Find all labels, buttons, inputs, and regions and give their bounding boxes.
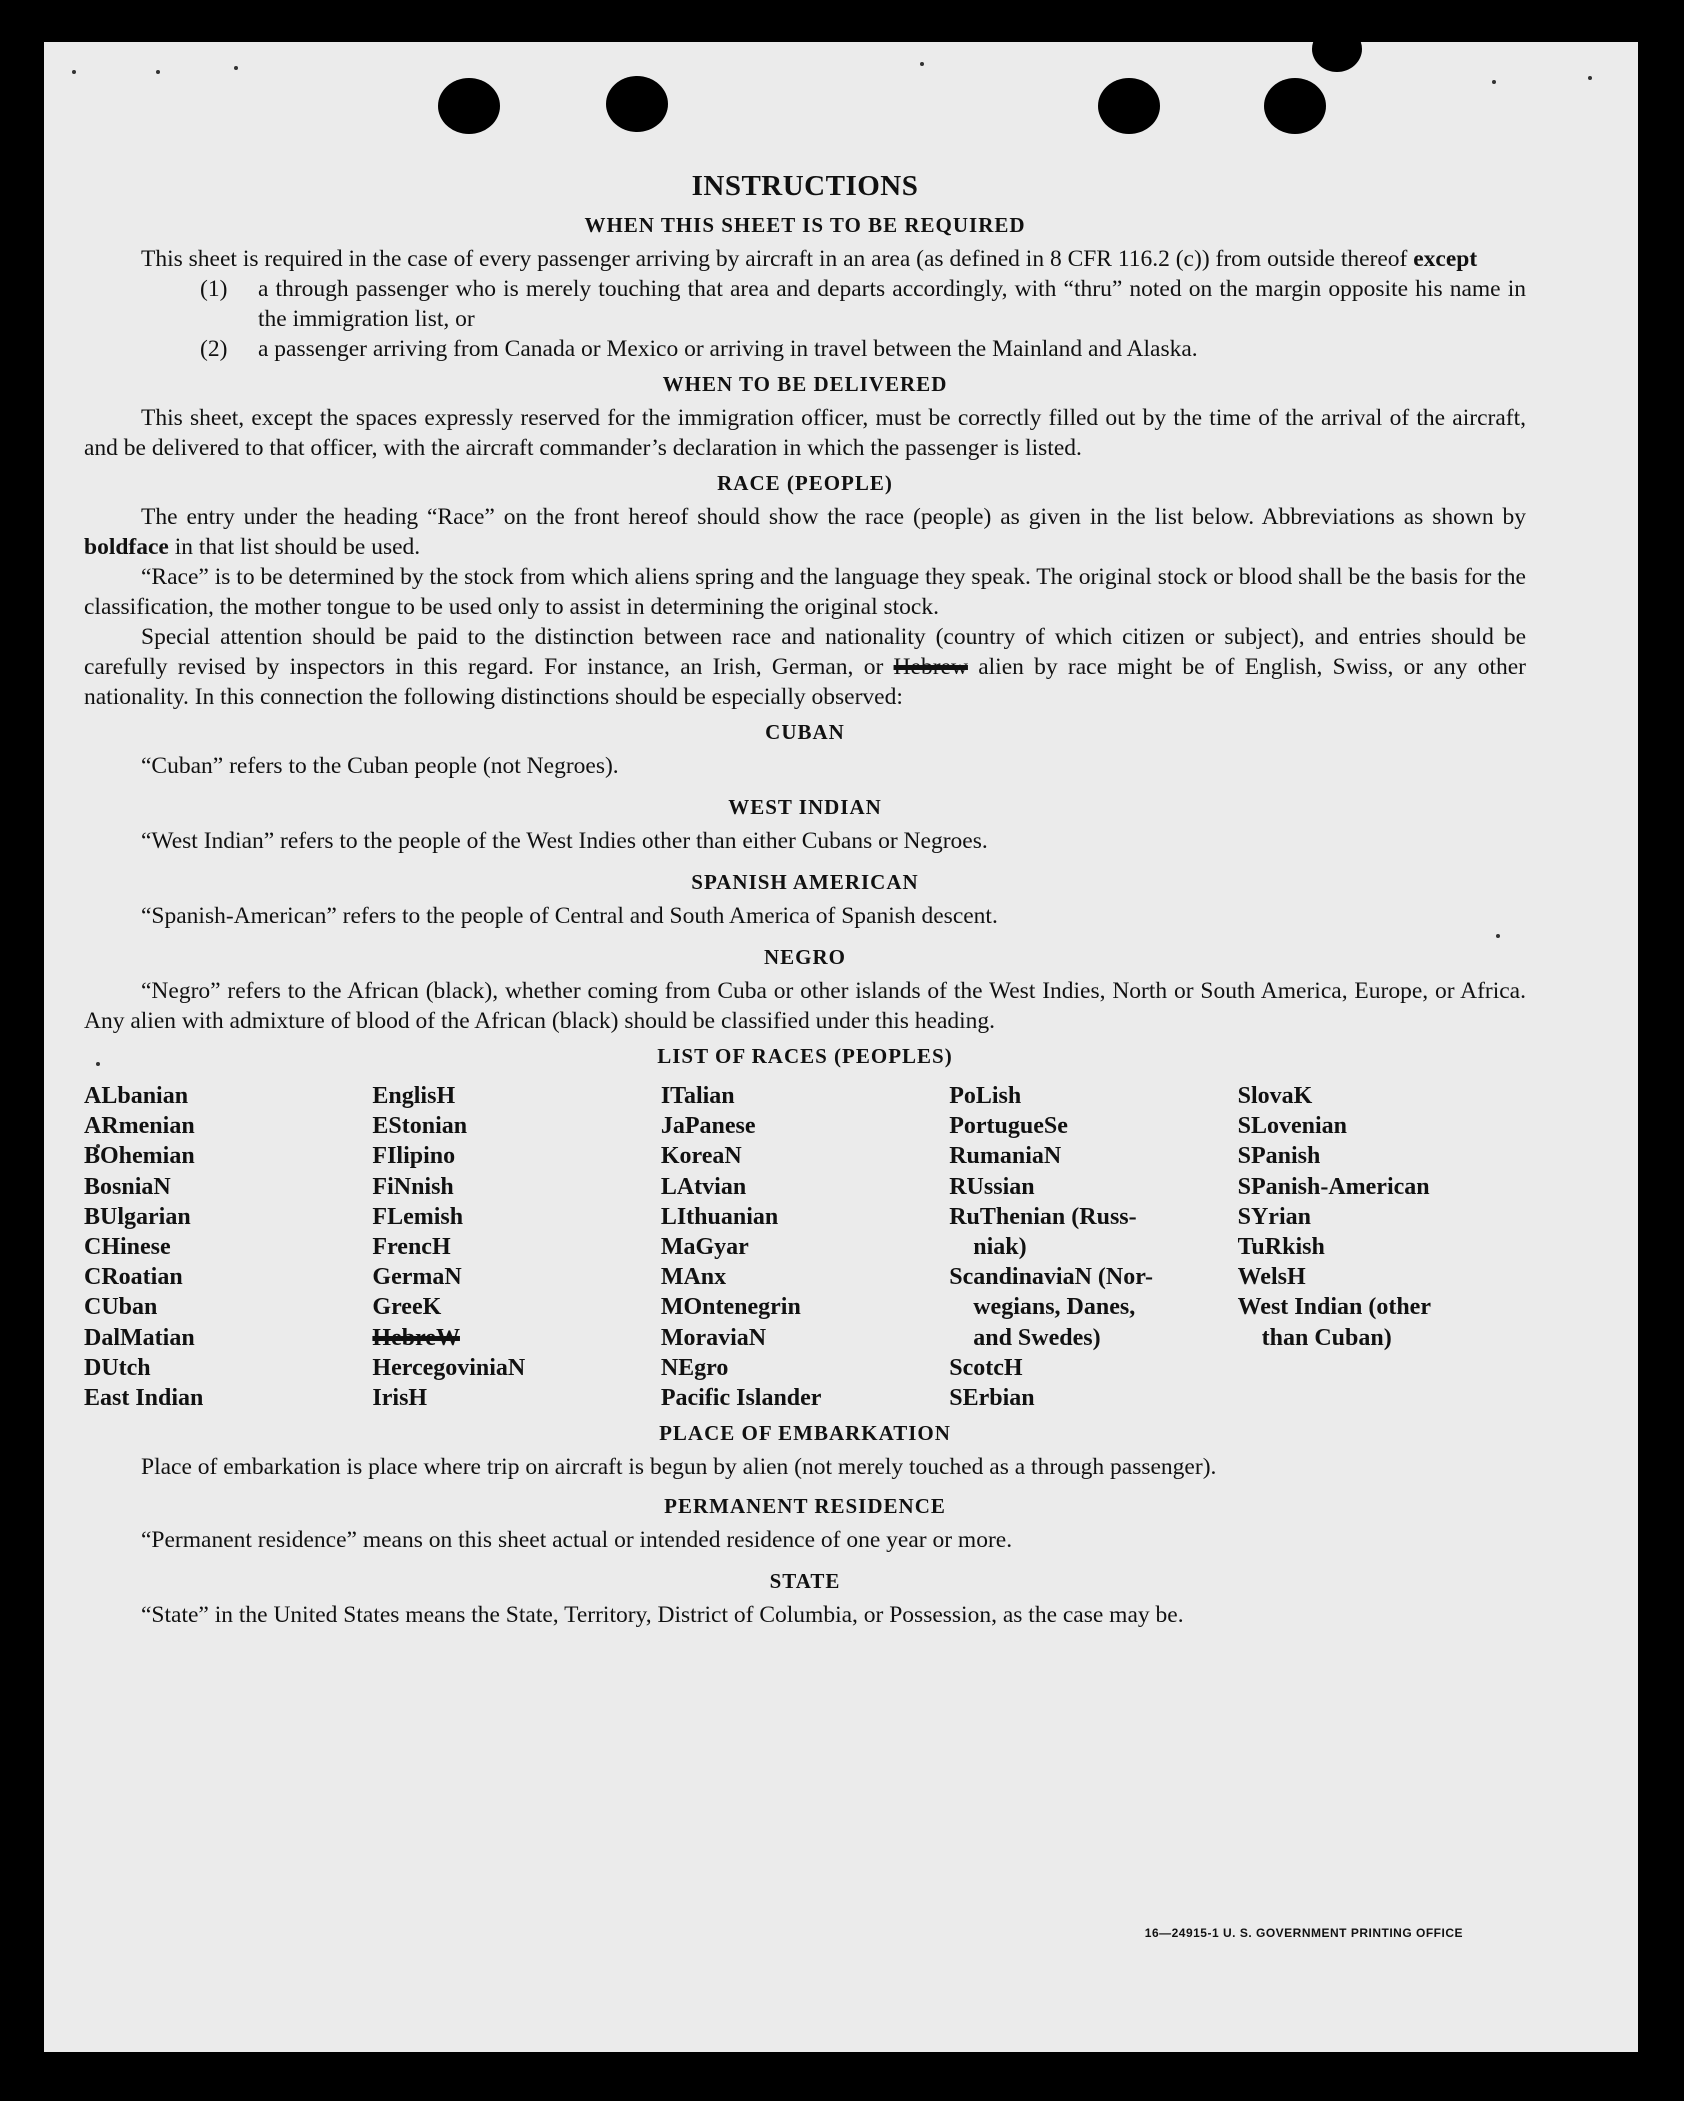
paragraph-text: This sheet is required in the case of every passenger arriving by aircraft in an area (as defined in 8 CFR 116.2 (c)) from outside thereof — [141, 246, 1414, 272]
speck — [156, 70, 160, 74]
race-entry: and Swedes) — [973, 1324, 1101, 1351]
race-entry: GermaN — [372, 1264, 462, 1291]
section-heading: PLACE OF EMBARKATION — [659, 1421, 951, 1446]
punch-hole — [1264, 78, 1326, 134]
race-entry: BosniaN — [84, 1173, 171, 1200]
race-entry: LIthuanian — [660, 1203, 779, 1230]
section-heading: LIST OF RACES (PEOPLES) — [657, 1044, 953, 1068]
paragraph: “Spanish-American” refers to the people of Central and South America of Spanish descent. — [141, 903, 998, 929]
race-entry: ITalian — [660, 1083, 735, 1109]
struck-word: Hebrew — [893, 654, 968, 680]
section-heading: WHEN TO BE DELIVERED — [662, 372, 948, 396]
race-entry: Pacific Islander — [660, 1385, 822, 1412]
punch-hole — [1098, 78, 1160, 134]
race-entry: MOntenegrin — [660, 1294, 801, 1321]
race-column — [372, 1081, 660, 1413]
race-column — [84, 1081, 372, 1413]
race-entry: HercegoviniaN — [372, 1354, 526, 1381]
race-entry: West Indian (other — [1237, 1294, 1431, 1321]
item-number: (1) — [200, 276, 228, 302]
race-entry: TuRkish — [1237, 1234, 1325, 1261]
race-entry: GreeK — [372, 1294, 442, 1321]
item-number: (2) — [200, 336, 228, 362]
section-heading: WHEN THIS SHEET IS TO BE REQUIRED — [584, 213, 1026, 237]
section-heading: SPANISH AMERICAN — [691, 870, 919, 894]
race-entry: ALbanian — [84, 1083, 189, 1109]
race-entry: BOhemian — [84, 1143, 195, 1170]
race-entry: IrisH — [372, 1385, 428, 1412]
race-entry: RumaniaN — [949, 1143, 1062, 1170]
race-entry: FrencH — [372, 1234, 451, 1261]
race-entry: than Cuban) — [1261, 1324, 1392, 1351]
instructions-content — [84, 170, 1526, 1630]
speck — [72, 70, 76, 74]
race-entry: SPanish-American — [1237, 1173, 1430, 1200]
speck — [234, 66, 238, 70]
section-heading: PERMANENT RESIDENCE — [664, 1494, 946, 1519]
race-column — [1238, 1081, 1526, 1413]
race-entry: WelsH — [1237, 1264, 1306, 1291]
race-entry: FLemish — [372, 1203, 464, 1230]
race-entry: SLovenian — [1237, 1113, 1347, 1140]
race-entry: FiNnish — [372, 1173, 454, 1200]
race-entry: ScandinaviaN (Nor- — [949, 1264, 1154, 1291]
race-entry: wegians, Danes, — [973, 1294, 1136, 1321]
race-entry: PortugueSe — [949, 1113, 1068, 1140]
race-entry: KoreaN — [660, 1143, 742, 1170]
punch-hole — [1312, 42, 1362, 72]
race-entry: PoLish — [949, 1083, 1022, 1109]
race-entry: MoraviaN — [660, 1324, 767, 1351]
race-entry: BUlgarian — [84, 1203, 191, 1230]
section-heading: CUBAN — [765, 720, 845, 744]
race-entry: SlovaK — [1237, 1083, 1313, 1109]
speck — [920, 62, 924, 66]
item-text: a through passenger who is merely touching that area and departs accordingly, with “thru” noted on the margin opposite his name in the immigration list, or — [258, 276, 1526, 332]
race-entry: ScotcH — [949, 1354, 1023, 1381]
punch-hole — [438, 78, 500, 134]
race-entry: CUban — [84, 1294, 158, 1321]
emphasis-text: except — [1413, 246, 1478, 272]
paragraph: “Negro” refers to the African (black), whether coming from Cuba or other islands of the West Indies, North or South America, Europe, or Africa. Any alien with admixture of blood of the African (black) should be classified under this heading. — [84, 978, 1526, 1034]
race-entry: SErbian — [949, 1385, 1035, 1412]
item-text: a passenger arriving from Canada or Mexico or arriving in travel between the Mainland and Alaska. — [258, 336, 1198, 362]
paragraph: Place of embarkation is place where trip on aircraft is begun by alien (not merely touched as a through passenger). — [141, 1454, 1217, 1481]
paragraph: “Race” is to be determined by the stock from which aliens spring and the language they speak. The original stock or blood shall be the basis for the classification, the mother tongue to be used only to assist in determining the original stock. — [84, 564, 1526, 620]
section-heading: NEGRO — [763, 945, 846, 969]
race-entry-struck: HebreW — [372, 1324, 460, 1351]
speck — [1492, 80, 1496, 84]
document-sheet — [44, 42, 1638, 2052]
paragraph-text: Special attention should be paid to the distinction between race and nationality (country of which citizen or subject), and entries should be carefully revised by inspectors in this regard. For instance, an Irish, German, or — [84, 624, 1526, 680]
race-entry: FIlipino — [372, 1143, 456, 1170]
section-heading: WEST INDIAN — [728, 795, 882, 819]
race-entry: EStonian — [372, 1113, 468, 1140]
paragraph: “Cuban” refers to the Cuban people (not Negroes). — [141, 753, 619, 779]
numbered-item — [200, 334, 1526, 364]
race-entry: JaPanese — [660, 1113, 756, 1140]
race-entry: niak) — [973, 1234, 1027, 1261]
numbered-item — [200, 274, 1526, 334]
paragraph — [84, 622, 1526, 712]
section-heading: STATE — [769, 1569, 841, 1594]
race-entry: LAtvian — [660, 1173, 747, 1200]
race-entry: NEgro — [660, 1354, 729, 1381]
race-entry: EnglisH — [372, 1083, 456, 1109]
speck — [1588, 76, 1592, 80]
page-title: INSTRUCTIONS — [691, 170, 919, 202]
race-entry: RUssian — [949, 1173, 1035, 1200]
race-entry: RuThenian (Russ- — [949, 1203, 1137, 1230]
paragraph-text: alien by race might be of English, Swiss, or any other nationality. In this connection the following distinctions should be especially observed: — [84, 654, 1526, 710]
race-entry: East Indian — [84, 1385, 204, 1412]
paragraph-text: in that list should be used. — [168, 534, 421, 560]
paragraph — [84, 502, 1526, 562]
race-list — [84, 1081, 1526, 1413]
paragraph: “State” in the United States means the State, Territory, District of Columbia, or Possession, as the case may be. — [141, 1602, 1184, 1629]
paragraph: This sheet, except the spaces expressly reserved for the immigration officer, must be correctly filled out by the time of the arrival of the aircraft, and be delivered to that officer, with the aircraft commander’s declaration in which the passenger is listed. — [84, 405, 1526, 461]
race-entry: SYrian — [1237, 1203, 1311, 1230]
paragraph-text: The entry under the heading “Race” on the front hereof should show the race (people) as given in the list below. Abbreviations as shown by — [141, 504, 1526, 530]
section-heading: RACE (PEOPLE) — [717, 471, 893, 495]
race-entry: CRoatian — [84, 1264, 183, 1291]
race-column — [949, 1081, 1237, 1413]
printing-office-code: 16—24915-1 U. S. GOVERNMENT PRINTING OFFICE — [1144, 1926, 1463, 1940]
race-entry: CHinese — [84, 1234, 171, 1261]
race-entry: DalMatian — [84, 1324, 195, 1351]
race-entry: SPanish — [1237, 1143, 1321, 1170]
race-entry: DUtch — [84, 1354, 151, 1381]
race-entry: ARmenian — [84, 1113, 195, 1140]
paragraph — [84, 244, 1526, 274]
emphasis-text: boldface — [84, 534, 169, 560]
paragraph: “Permanent residence” means on this sheet actual or intended residence of one year or more. — [141, 1527, 1013, 1554]
punch-hole — [606, 76, 668, 132]
race-entry: MaGyar — [660, 1234, 749, 1261]
race-column — [661, 1081, 949, 1413]
race-entry: MAnx — [660, 1264, 727, 1291]
paragraph: “West Indian” refers to the people of the West Indies other than either Cubans or Negroes. — [141, 828, 988, 854]
